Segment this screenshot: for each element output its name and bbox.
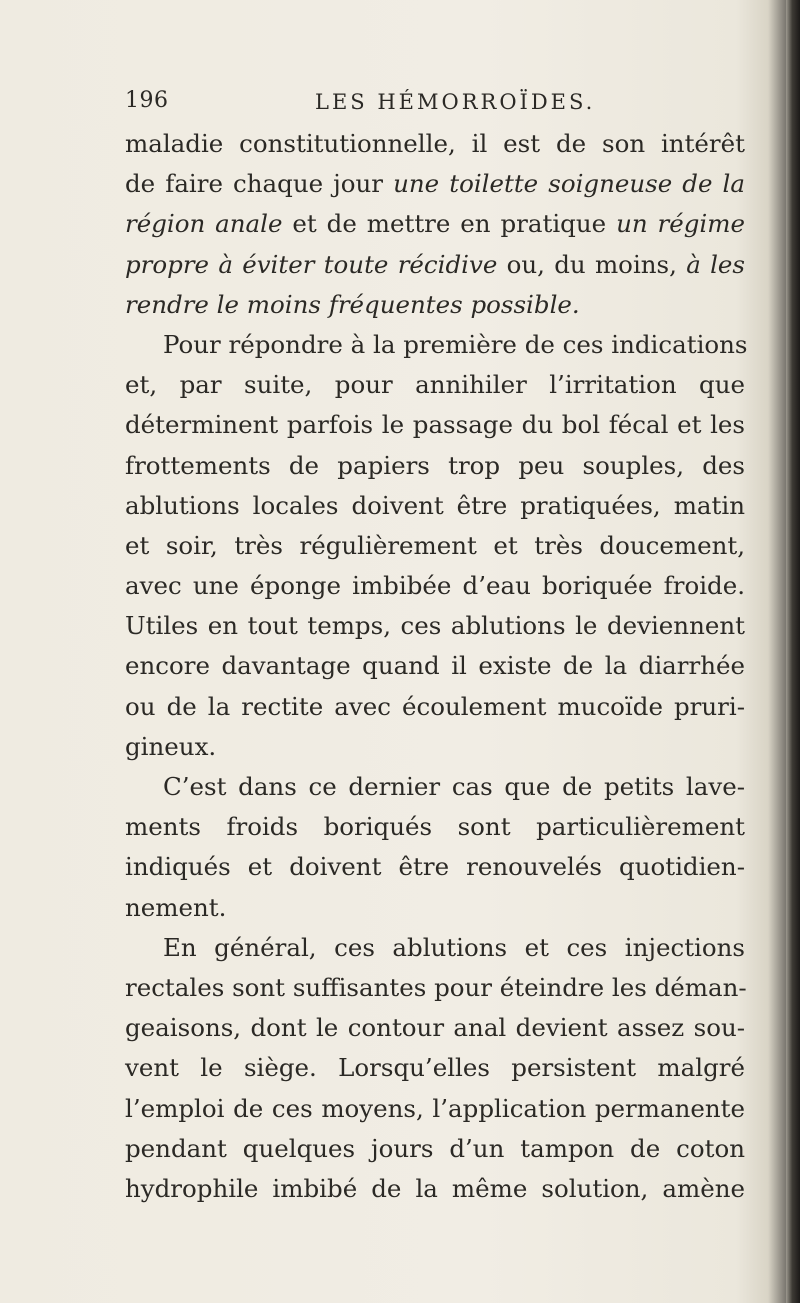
text-line	[125, 1129, 745, 1169]
text-segment: de faire chaque jour	[125, 169, 394, 199]
text-line	[125, 928, 745, 968]
text-line	[125, 1089, 745, 1129]
text-line	[125, 1008, 745, 1048]
text-line	[125, 446, 745, 486]
body-text	[125, 124, 748, 1209]
text-segment: rectales sont suffisantes pour éteindre les déman-	[125, 972, 747, 1002]
text-segment: nement.	[125, 892, 227, 922]
text-segment: vent le siège. Lorsqu’elles persistent malgré	[125, 1053, 745, 1083]
text-segment: geaisons, dont le contour anal devient assez sou-	[125, 1013, 745, 1043]
page-number: 196	[125, 88, 169, 113]
text-segment: indiqués et doivent être renouvelés quotidien-	[125, 852, 745, 882]
text-line	[125, 566, 745, 606]
text-line	[125, 1048, 745, 1088]
text-segment: hydrophile imbibé de la même solution, amène	[125, 1173, 745, 1203]
text-line	[125, 164, 745, 204]
text-segment: déterminent parfois le passage du bol fécal et les	[125, 410, 745, 440]
text-segment: pendant quelques jours d’un tampon de coton	[125, 1133, 745, 1163]
text-line	[125, 847, 745, 887]
text-line	[125, 1169, 745, 1209]
italic-text: rendre le moins fréquentes possible.	[125, 289, 580, 319]
binding-edge	[786, 0, 800, 1303]
italic-text: à les	[686, 249, 745, 279]
running-title: LES HÉMORROÏDES.	[315, 90, 596, 114]
italic-text: région anale	[125, 209, 283, 239]
text-line	[125, 888, 745, 928]
text-line	[125, 606, 745, 646]
text-line	[125, 486, 745, 526]
italic-text: un régime	[616, 209, 745, 239]
text-line	[125, 365, 745, 405]
text-segment: gineux.	[125, 731, 217, 761]
text-line	[125, 405, 745, 445]
italic-text: une toilette soigneuse de la	[393, 169, 745, 199]
text-line	[125, 807, 745, 847]
text-segment: et, par suite, pour annihiler l’irritation que	[125, 370, 745, 400]
text-segment: l’emploi de ces moyens, l’application permanente	[125, 1093, 745, 1123]
text-segment: En général, ces ablutions et ces injections	[163, 932, 745, 962]
text-line	[125, 285, 745, 325]
page-header	[125, 88, 745, 128]
text-segment: Pour répondre à la première de ces indications	[163, 329, 748, 359]
text-line	[125, 727, 745, 767]
text-segment: frottements de papiers trop peu souples, des	[125, 450, 745, 480]
text-line	[125, 124, 745, 164]
text-segment: Utiles en tout temps, ces ablutions le deviennent	[125, 611, 745, 641]
italic-text: propre à éviter toute récidive	[125, 249, 498, 279]
text-segment: avec une éponge imbibée d’eau boriquée froide.	[125, 571, 745, 601]
text-segment: et de mettre en pratique	[282, 209, 617, 239]
text-line	[125, 687, 745, 727]
text-line	[125, 526, 745, 566]
text-line	[125, 767, 745, 807]
text-line	[125, 204, 745, 244]
text-segment: encore davantage quand il existe de la diarrhée	[125, 651, 745, 681]
text-segment: ments froids boriqués sont particulièrement	[125, 812, 745, 842]
text-line	[125, 968, 745, 1008]
text-segment: ou, du moins,	[497, 249, 687, 279]
text-line	[125, 245, 745, 285]
text-line	[125, 325, 748, 365]
text-segment: C’est dans ce dernier cas que de petits lave-	[163, 772, 745, 801]
text-segment: ablutions locales doivent être pratiquées, matin	[125, 490, 745, 520]
text-segment: ou de la rectite avec écoulement mucoïde pruri-	[125, 691, 745, 721]
text-line	[125, 646, 745, 686]
text-segment: et soir, très régulièrement et très doucement,	[125, 530, 745, 560]
text-segment: maladie constitutionnelle, il est de son intérêt	[125, 129, 745, 158]
